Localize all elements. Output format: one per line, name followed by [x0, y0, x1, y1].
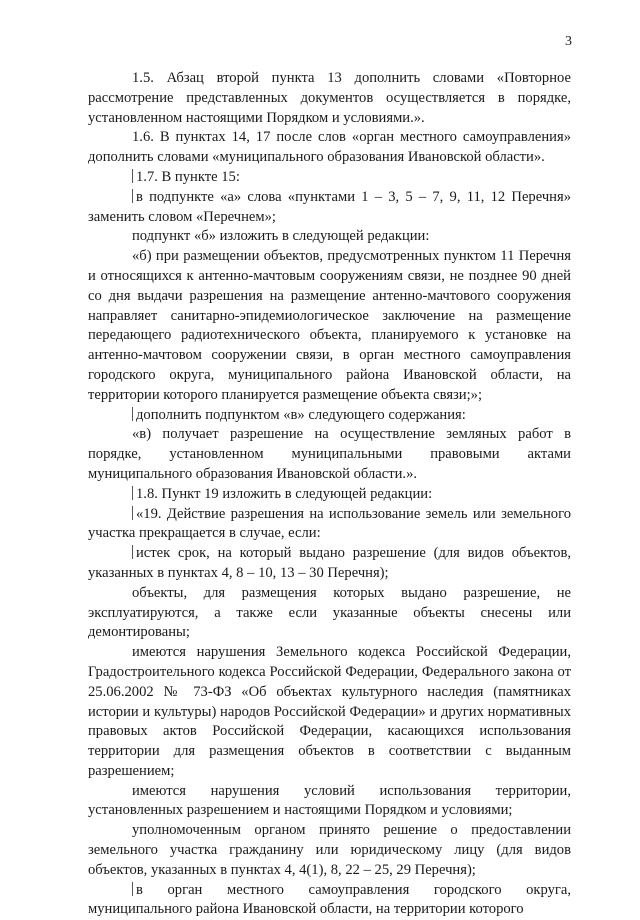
- margin-mark: [132, 189, 133, 203]
- margin-mark: [132, 545, 133, 559]
- document-body: [88, 69, 571, 920]
- subparagraph-b-text: «б) при размещении объектов, предусмотренных пунктом 11 Перечня и относящихся к антенно-мачтовым сооружениям связи, не позднее 90 дней со дня выдачи разрешения на размещение антенно-мачтового сооружения направляет санитарно-эпидемиологическое заключение на размещение передающего радиотехнического объекта, планируемого к установке на антенно-мачтовом сооружении связи, в орган местного самоуправления городского округа, муниципального района Ивановской области, на территории которого планируется размещение объекта связи;»;: [88, 248, 571, 403]
- subparagraph-v-text: «в) получает разрешение на осуществление земляных работ в порядке, установленном муниципальными правовыми актами муниципального образования Ивановской области.».: [88, 426, 571, 482]
- subparagraph-a: в подпункте «а» слова «пунктами 1 – 3, 5 – 7, 9, 11, 12 Перечня» заменить словом «Перечнем»;: [88, 188, 571, 225]
- subparagraph-v-intro: дополнить подпунктом «в» следующего содержания:: [88, 406, 571, 426]
- condition-violations-terms: имеются нарушения условий использования территории, установленных разрешением и настоящими Порядком и условиями;: [88, 782, 571, 819]
- paragraph-1-7: 1.7. В пункте 15:: [88, 168, 571, 188]
- condition-land-granted: уполномоченным органом принято решение о предоставлении земельного участка гражданину или юридическому лицу (для видов объектов, указанных в пунктах 4, 4(1), 8, 22 – 25, 29 Перечня);: [88, 822, 571, 878]
- subparagraph-b-intro: подпункт «б» изложить в следующей редакции:: [132, 228, 430, 245]
- condition-expired: истек срок, на который выдано разрешение (для видов объектов, указанных в пунктах 4, 8 – 10, 13 – 30 Перечня);: [88, 545, 571, 581]
- clause-19: «19. Действие разрешения на использование земель или земельного участка прекращается в случае, если:: [88, 505, 571, 542]
- paragraph-1-5: 1.5. Абзац второй пункта 13 дополнить словами «Повторное рассмотрение представленных документов осуществляется в порядке, установленном настоящими Порядком и условиями.».: [88, 70, 571, 126]
- margin-mark: [132, 407, 133, 421]
- condition-not-used: объекты, для размещения которых выдано разрешение, не эксплуатируются, а также если указанные объекты снесены или демонтированы;: [88, 584, 571, 641]
- paragraph-1-8: 1.8. Пункт 19 изложить в следующей редакции:: [88, 485, 571, 505]
- margin-mark: [132, 882, 133, 896]
- paragraph-1-6: 1.6. В пунктах 14, 17 после слов «орган местного самоуправления» дополнить словами «муниципального образования Ивановской области».: [88, 129, 571, 166]
- page-number: 3: [565, 34, 572, 49]
- margin-mark: [132, 506, 133, 520]
- margin-mark: [132, 486, 133, 500]
- condition-violations-law: имеются нарушения Земельного кодекса Российской Федерации, Градостроительного кодекса Российской Федерации, Федерального закона от 25.06.2002 № 73-ФЗ «Об объектах культурного наследия (памятниках истории и культуры) народов Российской Федерации» и других нормативных правовых актов Российской Федерации, касающихся использования территории для размещения объектов в соответствии с выданным разрешением;: [88, 644, 571, 779]
- condition-authority: в орган местного самоуправления городского округа, муниципального района Ивановской области, на территории которого: [88, 881, 571, 918]
- margin-mark: [132, 169, 133, 183]
